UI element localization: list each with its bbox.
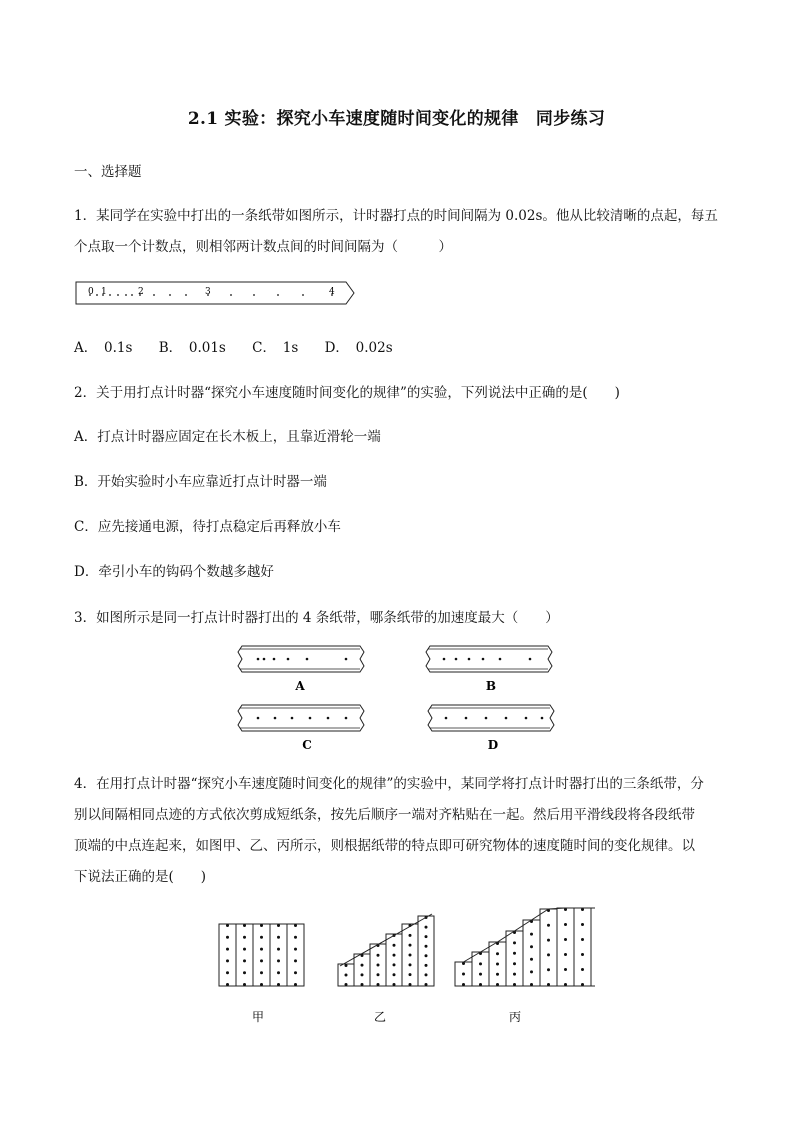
q1-tape-dot (230, 294, 232, 296)
q4-figure-yi (338, 914, 434, 986)
q1-tape-label: 4 (329, 287, 335, 297)
q4-yi-dot (425, 964, 428, 967)
q3-stem: 3．如图所示是同一打点计时器打出的 4 条纸带，哪条纸带的加速度最大（ ） (74, 610, 559, 626)
q1-options (74, 336, 415, 356)
q3-tape-d-dot (485, 717, 488, 720)
q1-tape-dot (277, 294, 279, 296)
q4-jia-dot (277, 959, 280, 962)
q4-bing-strip (574, 908, 591, 986)
q1-tape-dot (185, 294, 187, 296)
q4-bing-dot (462, 973, 465, 976)
q4-jia-dot (226, 924, 229, 927)
q1-option-c: C． 1s (252, 340, 299, 356)
q4-jia-dot (294, 959, 297, 962)
q4-yi-dot (361, 964, 364, 967)
q4-jia-strip (219, 924, 236, 986)
q1-tape-dot (169, 294, 171, 296)
q1-tape-label: 1 (101, 287, 107, 297)
q4-yi-dot (409, 983, 412, 986)
q4-yi-dot (409, 934, 412, 937)
q4-jia-dot (243, 971, 246, 974)
q4-yi-dot (377, 973, 380, 976)
q4-yi-dot (425, 935, 428, 938)
q4-strips-figure (205, 898, 595, 1030)
q4-jia-strip (270, 924, 287, 986)
q4-jia-dot (243, 959, 246, 962)
q4-jia-dot (294, 924, 297, 927)
q4-bing-dot (479, 962, 482, 965)
q1-tape-dot (96, 294, 98, 296)
q3-tape-a-dot (287, 658, 290, 661)
q3-tape-label: C (302, 738, 312, 752)
q4-yi-dot (409, 954, 412, 957)
q4-jia-dot (277, 983, 280, 986)
q3-tape-d-dot (465, 717, 468, 720)
q1-tape-label: 2 (138, 287, 144, 297)
q4-bing-dot (530, 983, 533, 986)
q3-tape-c-dot (257, 717, 260, 720)
q4-jia-dot (277, 971, 280, 974)
q4-bing-dot (564, 983, 567, 986)
q4-bing-dot (547, 983, 550, 986)
q4-yi-dot (377, 954, 380, 957)
q4-bing-dot (530, 970, 533, 973)
q1-tape-dot (109, 294, 111, 296)
q3-tape-c-dot (309, 717, 312, 720)
q4-bing-dot (496, 952, 499, 955)
q4-bing-dot (496, 973, 499, 976)
q4-jia-dot (226, 971, 229, 974)
q4-yi-dot (393, 973, 396, 976)
q4-bing-dot (462, 983, 465, 986)
q3-tape-b-dot (499, 658, 502, 661)
q4-bing-dot (547, 939, 550, 942)
q4-figure-label-yi: 乙 (373, 1010, 387, 1024)
q3-tape-b-dot (529, 658, 532, 661)
q4-jia-dot (243, 948, 246, 951)
q4-yi-dot (393, 983, 396, 986)
q3-tape-b (426, 646, 552, 672)
q4-bing-dot (513, 962, 516, 965)
q3-tape-d-dot (541, 717, 544, 720)
q4-bing-dot (564, 938, 567, 941)
q1-option-a: A． 0.1s (74, 340, 133, 356)
q4-yi-dot (345, 964, 348, 967)
q4-bing-dot (581, 983, 584, 986)
q4-bing-dot (581, 953, 584, 956)
q4-yi-dot (425, 983, 428, 986)
q4-yi-dot (425, 973, 428, 976)
q4-bing-dot (496, 983, 499, 986)
q4-yi-dot (425, 945, 428, 948)
q4-jia-dot (226, 959, 229, 962)
q1-stem-line1: 1．某同学在实验中打出的一条纸带如图所示，计时器打点的时间间隔为 0.02s。他从比较清晰的点起，每五 (74, 208, 718, 224)
q4-jia-dot (277, 924, 280, 927)
q4-jia-dot (260, 959, 263, 962)
q1-tape-label: 3 (205, 287, 211, 297)
q2-stem: 2．关于用打点计时器“探究小车速度随时间变化的规律”的实验，下列说法中正确的是( ) (74, 385, 620, 401)
q4-bing-dot (581, 938, 584, 941)
q3-tape-a-dot (263, 658, 266, 661)
q4-jia-dot (243, 983, 246, 986)
q4-yi-dot (345, 983, 348, 986)
q1-tape-outline (76, 282, 354, 304)
q1-tape-dot (253, 294, 255, 296)
q3-tape-d (428, 705, 554, 731)
q4-bing-dot (530, 933, 533, 936)
q3-tape-b-dot (468, 658, 471, 661)
q4-jia-strip (287, 924, 304, 986)
q4-yi-dot (409, 963, 412, 966)
q4-jia-dot (294, 983, 297, 986)
q4-figure-jia (219, 924, 304, 986)
q3-tapes-figure (230, 640, 570, 760)
q4-jia-dot (294, 948, 297, 951)
q4-jia-dot (226, 983, 229, 986)
q4-bing-strip (540, 909, 557, 986)
q2-option-d: D．牵引小车的钩码个数越多越好 (74, 564, 274, 580)
section-heading: 一、选择题 (74, 164, 142, 180)
q4-bing-dot (564, 968, 567, 971)
q1-tape-dot (117, 294, 119, 296)
q2-option-b: B．开始实验时小车应靠近打点计时器一端 (74, 474, 327, 490)
q4-bing-dot (530, 958, 533, 961)
q4-bing-dot (564, 953, 567, 956)
q1-tape-dot (131, 294, 133, 296)
q3-tape-a-dot (306, 658, 309, 661)
q3-tape-b-dot (482, 658, 485, 661)
q1-tape-dot (125, 294, 127, 296)
q3-tape-a-dot (273, 658, 276, 661)
q4-yi-dot (393, 963, 396, 966)
q2-option-c: C．应先接通电源，待打点稳定后再释放小车 (74, 519, 341, 535)
q1-option-b: B． 0.01s (158, 340, 226, 356)
q4-bing-dot (547, 924, 550, 927)
q2-option-a: A．打点计时器应固定在长木板上，且靠近滑轮一端 (74, 429, 381, 445)
q4-jia-dot (260, 983, 263, 986)
q3-tape-d-dot (445, 717, 448, 720)
q4-bing-strip (557, 908, 574, 986)
q4-bing-dot (496, 963, 499, 966)
q4-jia-dot (277, 948, 280, 951)
q4-stem-line2: 别以间隔相同点迹的方式依次剪成短纸条，按先后顺序一端对齐粘贴在一起。然后用平滑线段将各段纸带 (74, 807, 695, 823)
q1-option-d: D． 0.02s (324, 340, 393, 356)
q4-yi-dot (361, 973, 364, 976)
q4-bing-dot (547, 953, 550, 956)
q4-yi-strip (354, 954, 370, 986)
q1-tape-dot (302, 294, 304, 296)
q4-yi-dot (409, 944, 412, 947)
q4-jia-dot (243, 924, 246, 927)
q4-bing-strip (591, 908, 595, 986)
q4-jia-strip (236, 924, 253, 986)
q4-yi-dot (361, 983, 364, 986)
q4-jia-dot (260, 924, 263, 927)
q4-bing-dot (479, 983, 482, 986)
q3-tape-d-dot (525, 717, 528, 720)
q3-tape-b-dot (455, 658, 458, 661)
q4-jia-strip (253, 924, 270, 986)
q3-tape-label: B (485, 679, 497, 693)
q3-tape-b-dot (443, 658, 446, 661)
q4-stem-line1: 4．在用打点计时器“探究小车速度随时间变化的规律”的实验中，某同学将打点计时器打出的三条纸带，分 (74, 776, 704, 792)
q3-tape-c (238, 705, 364, 731)
q1-tape-label: 0 (88, 287, 94, 297)
q4-yi-dot (393, 944, 396, 947)
q4-bing-strip (523, 920, 540, 986)
q1-tape-figure (74, 278, 364, 308)
q4-jia-dot (277, 936, 280, 939)
q4-bing-dot (581, 968, 584, 971)
q4-yi-dot (377, 964, 380, 967)
q4-bing-dot (479, 973, 482, 976)
q1-stem-line2: 个点取一个计数点，则相邻两计数点间的时间间隔为（ ） (74, 239, 452, 255)
page-title: 2.1 实验：探究小车速度随时间变化的规律 同步练习 (187, 109, 606, 129)
q4-bing-dot (547, 968, 550, 971)
q3-tape-a-dot (257, 658, 260, 661)
q3-tape-c-dot (345, 717, 348, 720)
q4-bing-strip (506, 931, 523, 986)
q4-jia-dot (294, 971, 297, 974)
q4-bing-trend-line (464, 908, 596, 962)
q4-bing-dot (530, 945, 533, 948)
q4-jia-dot (226, 948, 229, 951)
q3-tape-c-dot (327, 717, 330, 720)
q4-yi-strip (386, 934, 402, 986)
q4-jia-dot (294, 936, 297, 939)
q4-bing-dot (513, 952, 516, 955)
q3-tape-a (238, 646, 364, 672)
q4-bing-dot (564, 923, 567, 926)
q4-yi-dot (377, 983, 380, 986)
q4-jia-dot (226, 936, 229, 939)
q4-bing-strip (472, 952, 489, 986)
q4-figure-label-jia: 甲 (251, 1010, 265, 1024)
q4-bing-dot (513, 983, 516, 986)
q4-figure-label-bing: 丙 (508, 1010, 522, 1024)
q4-jia-dot (260, 936, 263, 939)
q4-jia-dot (243, 936, 246, 939)
q4-yi-dot (409, 973, 412, 976)
q3-tape-c-dot (291, 717, 294, 720)
q4-yi-dot (425, 926, 428, 929)
q3-tape-d-dot (505, 717, 508, 720)
q4-bing-dot (513, 973, 516, 976)
q3-tape-c-dot (274, 717, 277, 720)
q4-stem-line3: 顶端的中点连起来，如图甲、乙、丙所示，则根据纸带的特点即可研究物体的速度随时间的变化规律。以 (74, 838, 695, 854)
q3-tape-a-dot (345, 658, 348, 661)
q1-tape-dot (153, 294, 155, 296)
q4-bing-dot (513, 941, 516, 944)
q4-jia-dot (260, 971, 263, 974)
q3-tape-label: D (487, 738, 499, 752)
q4-yi-dot (345, 974, 348, 977)
q4-bing-dot (462, 962, 465, 965)
q4-jia-dot (260, 948, 263, 951)
q4-yi-dot (425, 954, 428, 957)
q4-bing-dot (581, 923, 584, 926)
q3-tape-label: A (295, 679, 305, 693)
q4-stem-line4: 下说法正确的是( ) (74, 869, 207, 885)
q4-yi-dot (393, 954, 396, 957)
q4-figure-bing (455, 908, 595, 986)
